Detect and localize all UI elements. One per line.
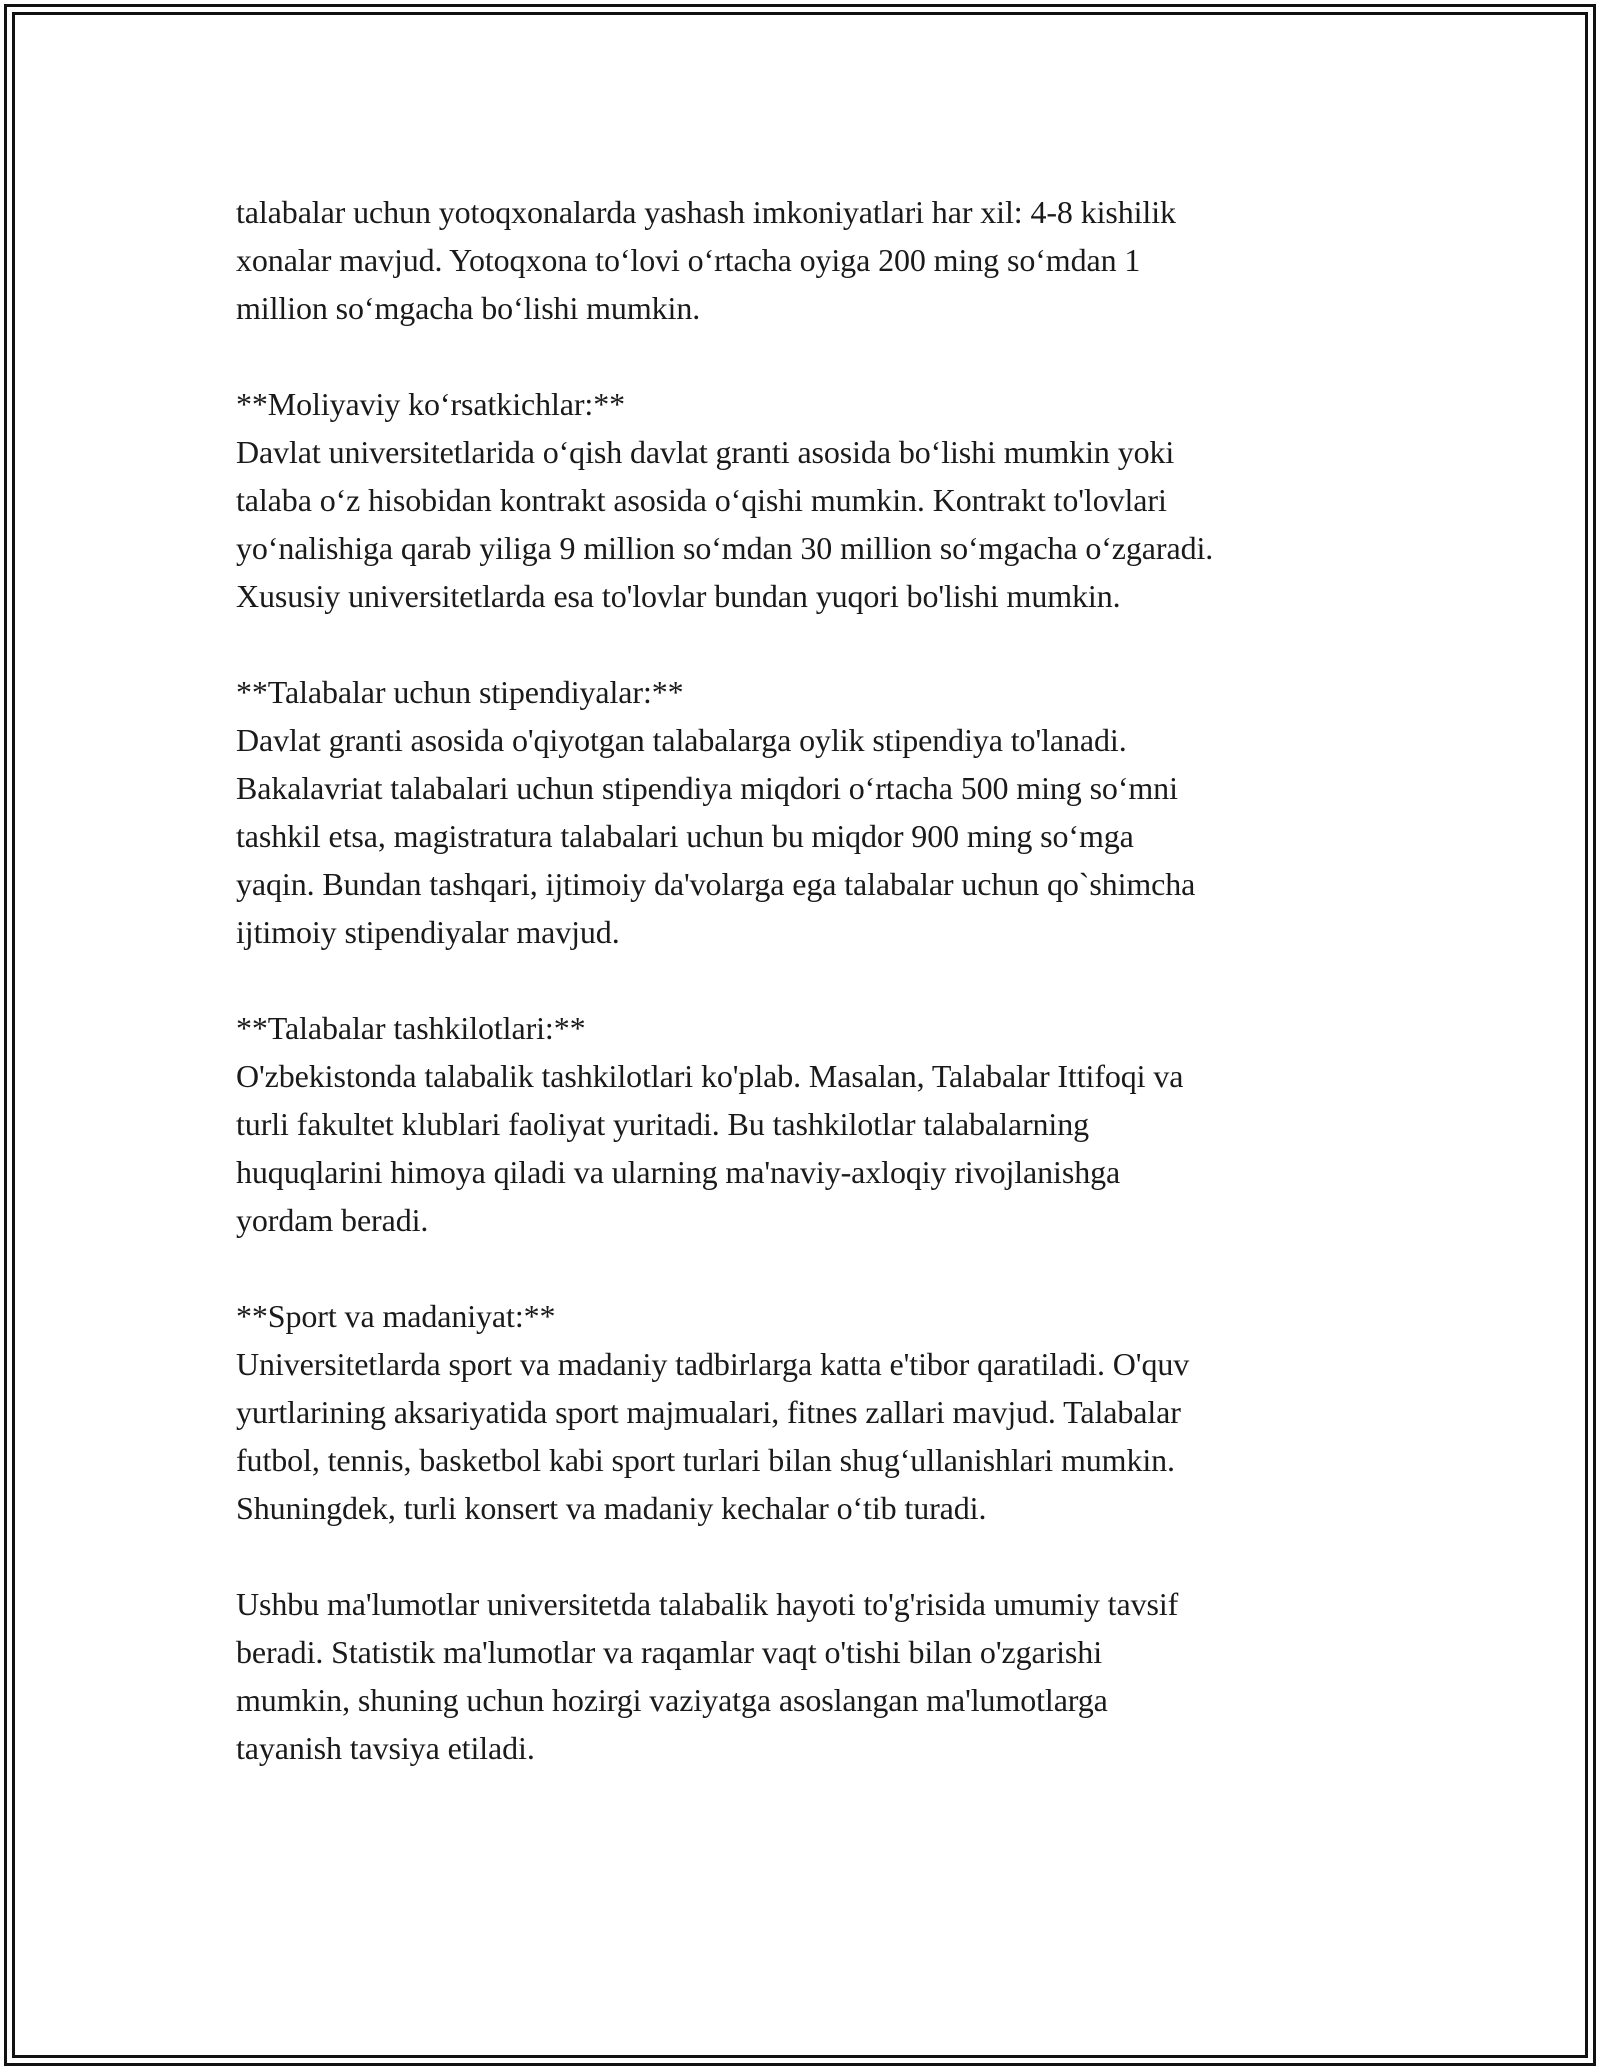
text-line: mumkin, shuning uchun hozirgi vaziyatga asoslangan ma'lumotlarga: [236, 1682, 1108, 1718]
text-line: turli fakultet klublari faoliyat yuritadi. Bu tashkilotlar talabalarning: [236, 1106, 1090, 1142]
text-line: Bakalavriat talabalari uchun stipendiya miqdori o‘rtacha 500 ming so‘mni: [236, 770, 1178, 806]
text-line: yo‘nalishiga qarab yiliga 9 million so‘mdan 30 million so‘mgacha o‘zgaradi.: [236, 530, 1214, 566]
text-line: ijtimoiy stipendiyalar mavjud.: [236, 914, 620, 950]
text-line: Universitetlarda sport va madaniy tadbirlarga katta e'tibor qaratiladi. O'quv: [236, 1346, 1190, 1382]
text-line: yurtlarining aksariyatida sport majmualari, fitnes zallari mavjud. Talabalar: [236, 1394, 1181, 1430]
paragraph-scholarships: [236, 668, 1372, 956]
text-line: talabalar uchun yotoqxonalarda yashash imkoniyatlari har xil: 4-8 kishilik: [236, 194, 1176, 230]
paragraph-dormitory: [236, 188, 1372, 332]
document-body: [236, 188, 1372, 1820]
text-line: million so‘mgacha bo‘lishi mumkin.: [236, 290, 701, 326]
text-line: futbol, tennis, basketbol kabi sport turlari bilan shug‘ullanishlari mumkin.: [236, 1442, 1175, 1478]
text-line: Davlat universitetlarida o‘qish davlat granti asosida bo‘lishi mumkin yoki: [236, 434, 1175, 470]
text-line: Shuningdek, turli konsert va madaniy kechalar o‘tib turadi.: [236, 1490, 987, 1526]
section-heading: **Moliyaviy ko‘rsatkichlar:**: [236, 386, 626, 422]
text-line: tashkil etsa, magistratura talabalari uchun bu miqdor 900 ming so‘mga: [236, 818, 1134, 854]
paragraph-organizations: [236, 1004, 1372, 1244]
section-heading: **Sport va madaniyat:**: [236, 1298, 556, 1334]
text-line: tayanish tavsiya etiladi.: [236, 1730, 535, 1766]
paragraph-financial: [236, 380, 1372, 620]
text-line: huquqlarini himoya qiladi va ularning ma'naviy-axloqiy rivojlanishga: [236, 1154, 1121, 1190]
text-line: xonalar mavjud. Yotoqxona to‘lovi o‘rtacha oyiga 200 ming so‘mdan 1: [236, 242, 1141, 278]
text-line: Xususiy universitetlarda esa to'lovlar bundan yuqori bo'lishi mumkin.: [236, 578, 1121, 614]
section-heading: **Talabalar tashkilotlari:**: [236, 1010, 586, 1046]
text-line: Ushbu ma'lumotlar universitetda talabalik hayoti to'g'risida umumiy tavsif: [236, 1586, 1179, 1622]
paragraph-conclusion: [236, 1580, 1372, 1772]
text-line: yaqin. Bundan tashqari, ijtimoiy da'volarga ega talabalar uchun qo`shimcha: [236, 866, 1196, 902]
text-line: Davlat granti asosida o'qiyotgan talabalarga oylik stipendiya to'lanadi.: [236, 722, 1127, 758]
text-line: talaba o‘z hisobidan kontrakt asosida o‘qishi mumkin. Kontrakt to'lovlari: [236, 482, 1167, 518]
text-line: yordam beradi.: [236, 1202, 429, 1238]
text-line: beradi. Statistik ma'lumotlar va raqamlar vaqt o'tishi bilan o'zgarishi: [236, 1634, 1102, 1670]
section-heading: **Talabalar uchun stipendiyalar:**: [236, 674, 684, 710]
text-line: O'zbekistonda talabalik tashkilotlari ko'plab. Masalan, Talabalar Ittifoqi va: [236, 1058, 1184, 1094]
paragraph-sport-culture: [236, 1292, 1372, 1532]
